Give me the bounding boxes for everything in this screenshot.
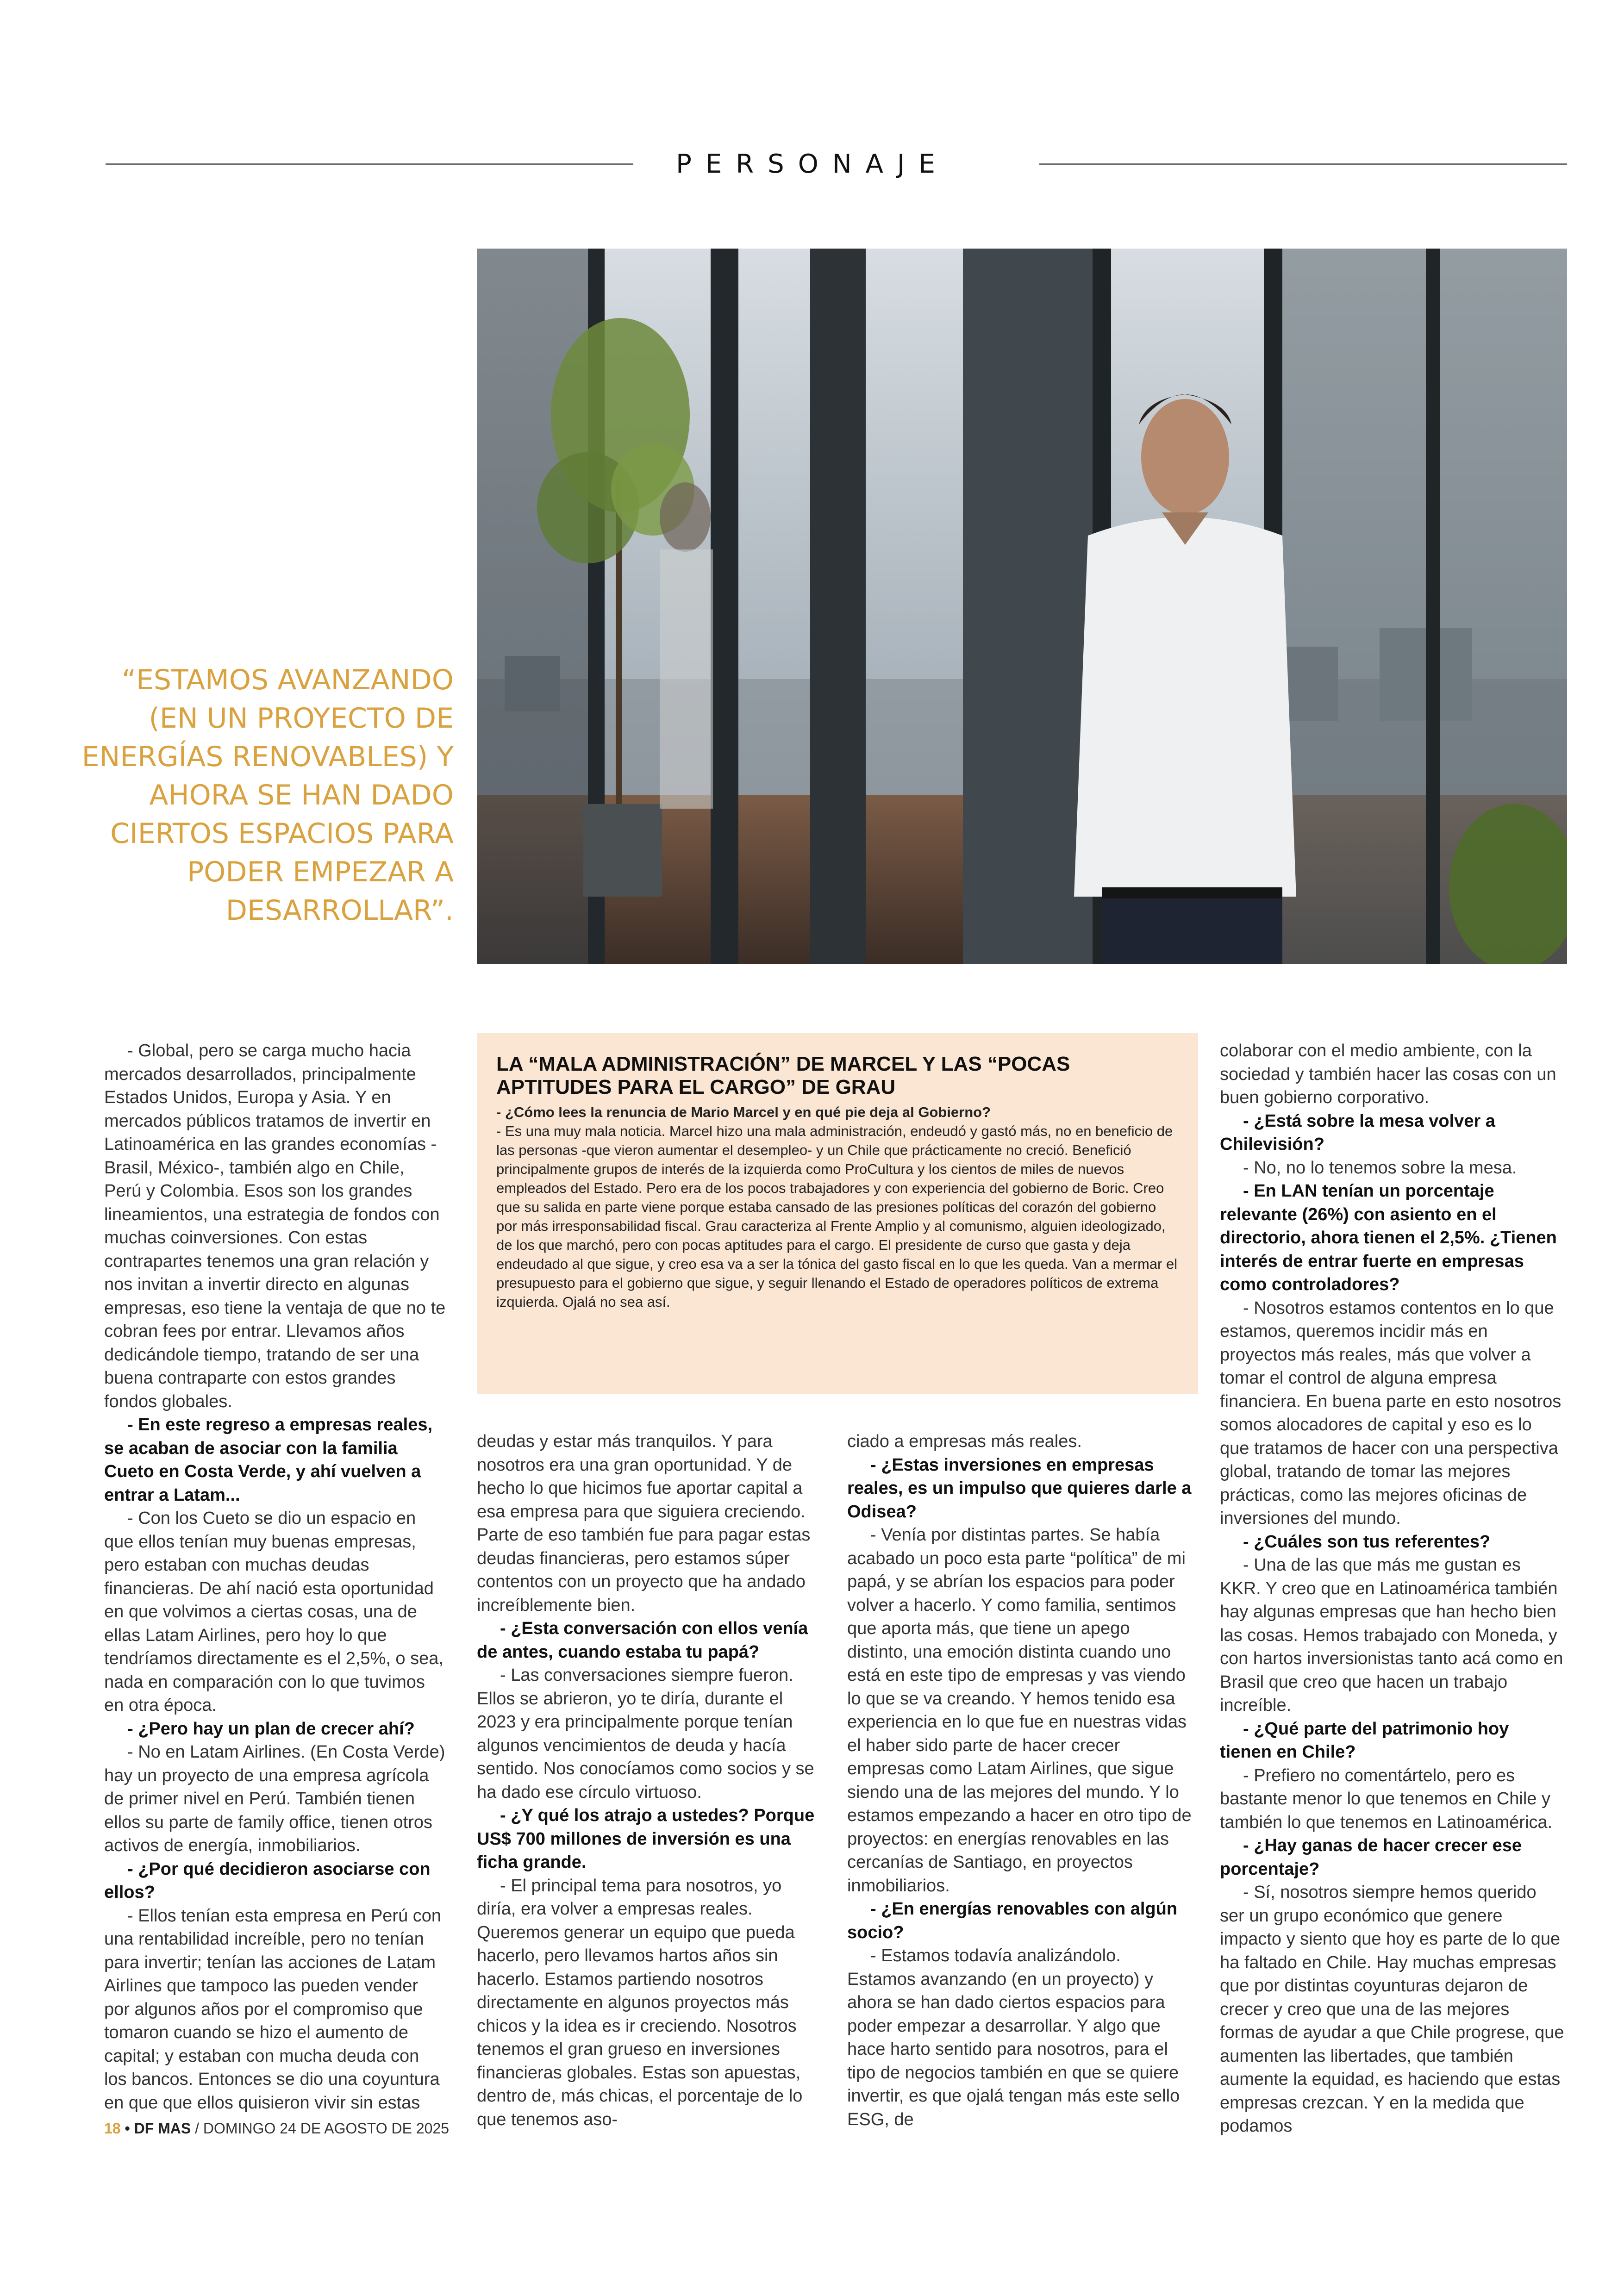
interview-answer: deudas y estar más tranquilos. Y para nosotros era una gran oportunidad. Y de hecho lo que hicimos fue aportar capital a esa empresa para que siguiera creciendo. Parte de eso también fue para pagar estas deudas financieras, pero estamos súper contentos con un proyecto que ha andado increíblemente bien. bbox=[477, 1432, 811, 1615]
header-rule-left bbox=[106, 163, 633, 165]
interview-question: - ¿Por qué decidieron asociarse con ellos? bbox=[104, 1859, 431, 1902]
interview-question: - ¿En energías renovables con algún socio? bbox=[847, 1899, 1178, 1942]
interview-question: - ¿Está sobre la mesa volver a Chilevisión? bbox=[1220, 1111, 1495, 1154]
interview-question: - ¿Y qué los atrajo a ustedes? Porque US$ 700 millones de inversión es una ficha grande. bbox=[477, 1806, 815, 1872]
section-title: PERSONAJE bbox=[676, 149, 949, 179]
article-column-4 bbox=[1220, 1039, 1565, 2138]
article-column-3 bbox=[847, 1430, 1192, 2131]
header-rule-right bbox=[1039, 163, 1567, 165]
sidebar-box bbox=[477, 1033, 1198, 1394]
interview-question: - ¿Cuáles son tus referentes? bbox=[1243, 1532, 1491, 1552]
publication-brand: • DF MAS bbox=[125, 2120, 191, 2137]
interview-answer: - Una de las que más me gustan es KKR. Y creo que en Latinoamérica también hay algunas empresas que han hecho bien las cosas. Hemos trabajado con Moneda, y con hartos inversionistas tanto acá como en Brasil que creo que hacen un trabajo increíble. bbox=[1220, 1555, 1563, 1715]
interview-answer: - El principal tema para nosotros, yo diría, era volver a empresas reales. Queremos generar un equipo que pueda hacerlo, pero llevamos hartos años sin hacerlo. Estamos partiendo nosotros directamente en algunos proyectos más chicos y la idea es ir creciendo. Nosotros tenemos el gran grueso en inversiones financieras globales. Estas son apuestas, dentro de, más chicas, el porcentaje de lo que tenemos aso- bbox=[477, 1876, 803, 2129]
page-footer bbox=[104, 2120, 449, 2137]
portrait-photo bbox=[477, 249, 1567, 964]
interview-answer: - Prefiero no comentártelo, pero es bastante menor lo que tenemos en Chile y también lo que tenemos en Latinoamérica. bbox=[1220, 1765, 1553, 1832]
sidebar-box-title: LA “MALA ADMINISTRACIÓN” DE MARCEL Y LAS “POCAS APTITUDES PARA EL CARGO” DE GRAU bbox=[496, 1053, 1070, 1098]
publication-date: / DOMINGO 24 DE AGOSTO DE 2025 bbox=[195, 2120, 450, 2137]
interview-answer: - Ellos tenían esta empresa en Perú con una rentabilidad increíble, pero no tenían para invertir; tenían las acciones de Latam Airlines que tampoco las pueden vender por algunos años por el compromiso que tomaron cuando se hizo el aumento de capital; y estaban con mucha deuda con los bancos. Entonces se dio una coyuntura en que que ellos quisieron vivir sin estas bbox=[104, 1906, 442, 2113]
sidebar-box-answer: - Es una muy mala noticia. Marcel hizo una mala administración, endeudó y gastó más, no en beneficio de las personas -que vieron aumentar el desempleo- y un Chile que prácticamente no creció. Benefició principalmente grupos de interés de la izquierda como ProCultura y los cientos de miles de nuevos empleados del Estado. Pero era de los pocos trabajadores y con experiencia del gobierno de Boric. Creo que su salida en parte viene porque estaba cansado de las presiones políticas del corazón del gobierno por más irresponsabilidad fiscal. Grau caracteriza al Frente Amplio y al comunismo, alguien ideologizado, de los que marchó, pero con pocas aptitudes para el cargo. El presidente de curso que gasta y deja endeudado al que sigue, y creo esa va a ser la tónica del gasto fiscal en lo que les queda. Van a mermar el presupuesto para el gobierno que sigue, y seguir llenando el Estado de operadores políticos de extrema izquierda. Ojalá no sea así. bbox=[496, 1123, 1178, 1310]
interview-answer: - No en Latam Airlines. (En Costa Verde) hay un proyecto de una empresa agrícola de primer nivel en Perú. También tienen ellos su parte de family office, tienen otros activos de energía, inmobiliarios. bbox=[104, 1742, 445, 1855]
interview-answer: - Con los Cueto se dio un espacio en que ellos tenían muy buenas empresas, pero estaban con muchas deudas financieras. De ahí nació esta oportunidad en que volvimos a ciertas cosas, una de ellas Latam Airlines, pero hoy lo que tendríamos directamente es el 2,5%, o sea, nada en comparación con lo que tuvimos en otra época. bbox=[104, 1509, 443, 1715]
interview-answer: - No, no lo tenemos sobre la mesa. bbox=[1243, 1158, 1517, 1178]
interview-question: - ¿Qué parte del patrimonio hoy tienen en Chile? bbox=[1220, 1719, 1509, 1762]
sidebar-box-question: - ¿Cómo lees la renuncia de Mario Marcel y en qué pie deja al Gobierno? bbox=[496, 1104, 991, 1120]
interview-question: - En este regreso a empresas reales, se acaban de asociar con la familia Cueto en Costa Verde, y ahí vuelven a entrar a Latam... bbox=[104, 1415, 433, 1505]
interview-question: - ¿Pero hay un plan de crecer ahí? bbox=[127, 1719, 415, 1739]
interview-answer: ciado a empresas más reales. bbox=[847, 1432, 1082, 1451]
interview-answer: - Las conversaciones siempre fueron. Ellos se abrieron, yo te diría, durante el 2023 y era principalmente porque tenían algunos vencimientos de deuda y hacía sentido. Nos conocíamos como socios y se ha dado ese círculo virtuoso. bbox=[477, 1665, 814, 1802]
interview-answer: - Venía por distintas partes. Se había acabado un poco esta parte “política” de mi papá, y se abrían los espacios para poder volver a hacerlo. Y como familia, sentimos que aporta más, que tiene un apego distinto, una emoción distinta cuando uno está en este tipo de empresas y vas viendo lo que se va creando. Y hemos tenido esa experiencia en lo que fue en nuestras vidas el haber sido parte de hacer crecer empresas como Latam Airlines, que sigue siendo una de las mejores del mundo. Y lo estamos empezando a hacer en otro tipo de proyectos: en energías renovables en las cercanías de Santiago, en proyectos inmobiliarios. bbox=[847, 1525, 1192, 1896]
page-number: 18 bbox=[104, 2120, 121, 2137]
interview-answer: - Nosotros estamos contentos en lo que estamos, queremos incidir más en proyectos más reales, más que volver a tomar el control de alguna empresa financiera. En buena parte en esto nosotros somos alocadores de capital y eso es lo que tratamos de hacer con una perspectiva global, tratando de tomar las mejores prácticas, como las mejores oficinas de inversiones del mundo. bbox=[1220, 1298, 1562, 1528]
portrait-photo-illustration bbox=[477, 249, 1567, 964]
interview-question: - ¿Esta conversación con ellos venía de antes, cuando estaba tu papá? bbox=[477, 1619, 808, 1662]
article-column-1 bbox=[104, 1039, 446, 2114]
interview-answer: - Global, pero se carga mucho hacia mercados desarrollados, principalmente Estados Unidos, Europa y Asia. Y en mercados públicos tratamos de invertir en Latinoamérica en las grandes economías -Brasil, México-, también algo en Chile, Perú y Colombia. Esos son los grandes lineamientos, una estrategia de fondos con muchas coinversiones. Con estas contrapartes tenemos una gran relación y nos invitan a invertir directo en algunas empresas, eso tiene la ventaja de que no te cobran fees por entrar. Llevamos años dedicándole tiempo, tratando de ser una buena contraparte con estos grandes fondos globales. bbox=[104, 1041, 446, 1411]
interview-question: - En LAN tenían un porcentaje relevante (26%) con asiento en el directorio, ahora tienen el 2,5%. ¿Tienen interés de entrar fuerte en empresas como controladores? bbox=[1220, 1181, 1557, 1294]
interview-answer: - Sí, nosotros siempre hemos querido ser un grupo económico que genere impacto y siento que hoy es parte de lo que ha faltado en Chile. Hay muchas empresas que por distintas coyunturas dejaron de crecer y creo que una de las mejores formas de ayudar a que Chile progrese, que aumenten las libertades, que también aumente la equidad, es haciendo que estas empresas crezcan. Y en la medida que podamos bbox=[1220, 1883, 1564, 2136]
interview-question: - ¿Hay ganas de hacer crecer ese porcentaje? bbox=[1220, 1836, 1522, 1879]
article-column-2 bbox=[477, 1430, 822, 2131]
pull-quote: “ESTAMOS AVANZANDO (EN UN PROYECTO DE ENERGÍAS RENOVABLES) Y AHORA SE HAN DADO CIERTOS ESPACIOS PARA PODER EMPEZAR A DESARROLLAR”. bbox=[81, 664, 454, 927]
interview-question: - ¿Estas inversiones en empresas reales, es un impulso que quieres darle a Odisea? bbox=[847, 1455, 1192, 1522]
interview-answer: colaborar con el medio ambiente, con la sociedad y también hacer las cosas con un buen gobierno corporativo. bbox=[1220, 1041, 1556, 1107]
interview-answer: - Estamos todavía analizándolo. Estamos avanzando (en un proyecto) y ahora se han dado ciertos espacios para poder empezar a desarrollar. Y algo que hace harto sentido para nosotros, para el tipo de negocios también en que se quiere invertir, es que ojalá tengan más este sello ESG, de bbox=[847, 1946, 1180, 2129]
